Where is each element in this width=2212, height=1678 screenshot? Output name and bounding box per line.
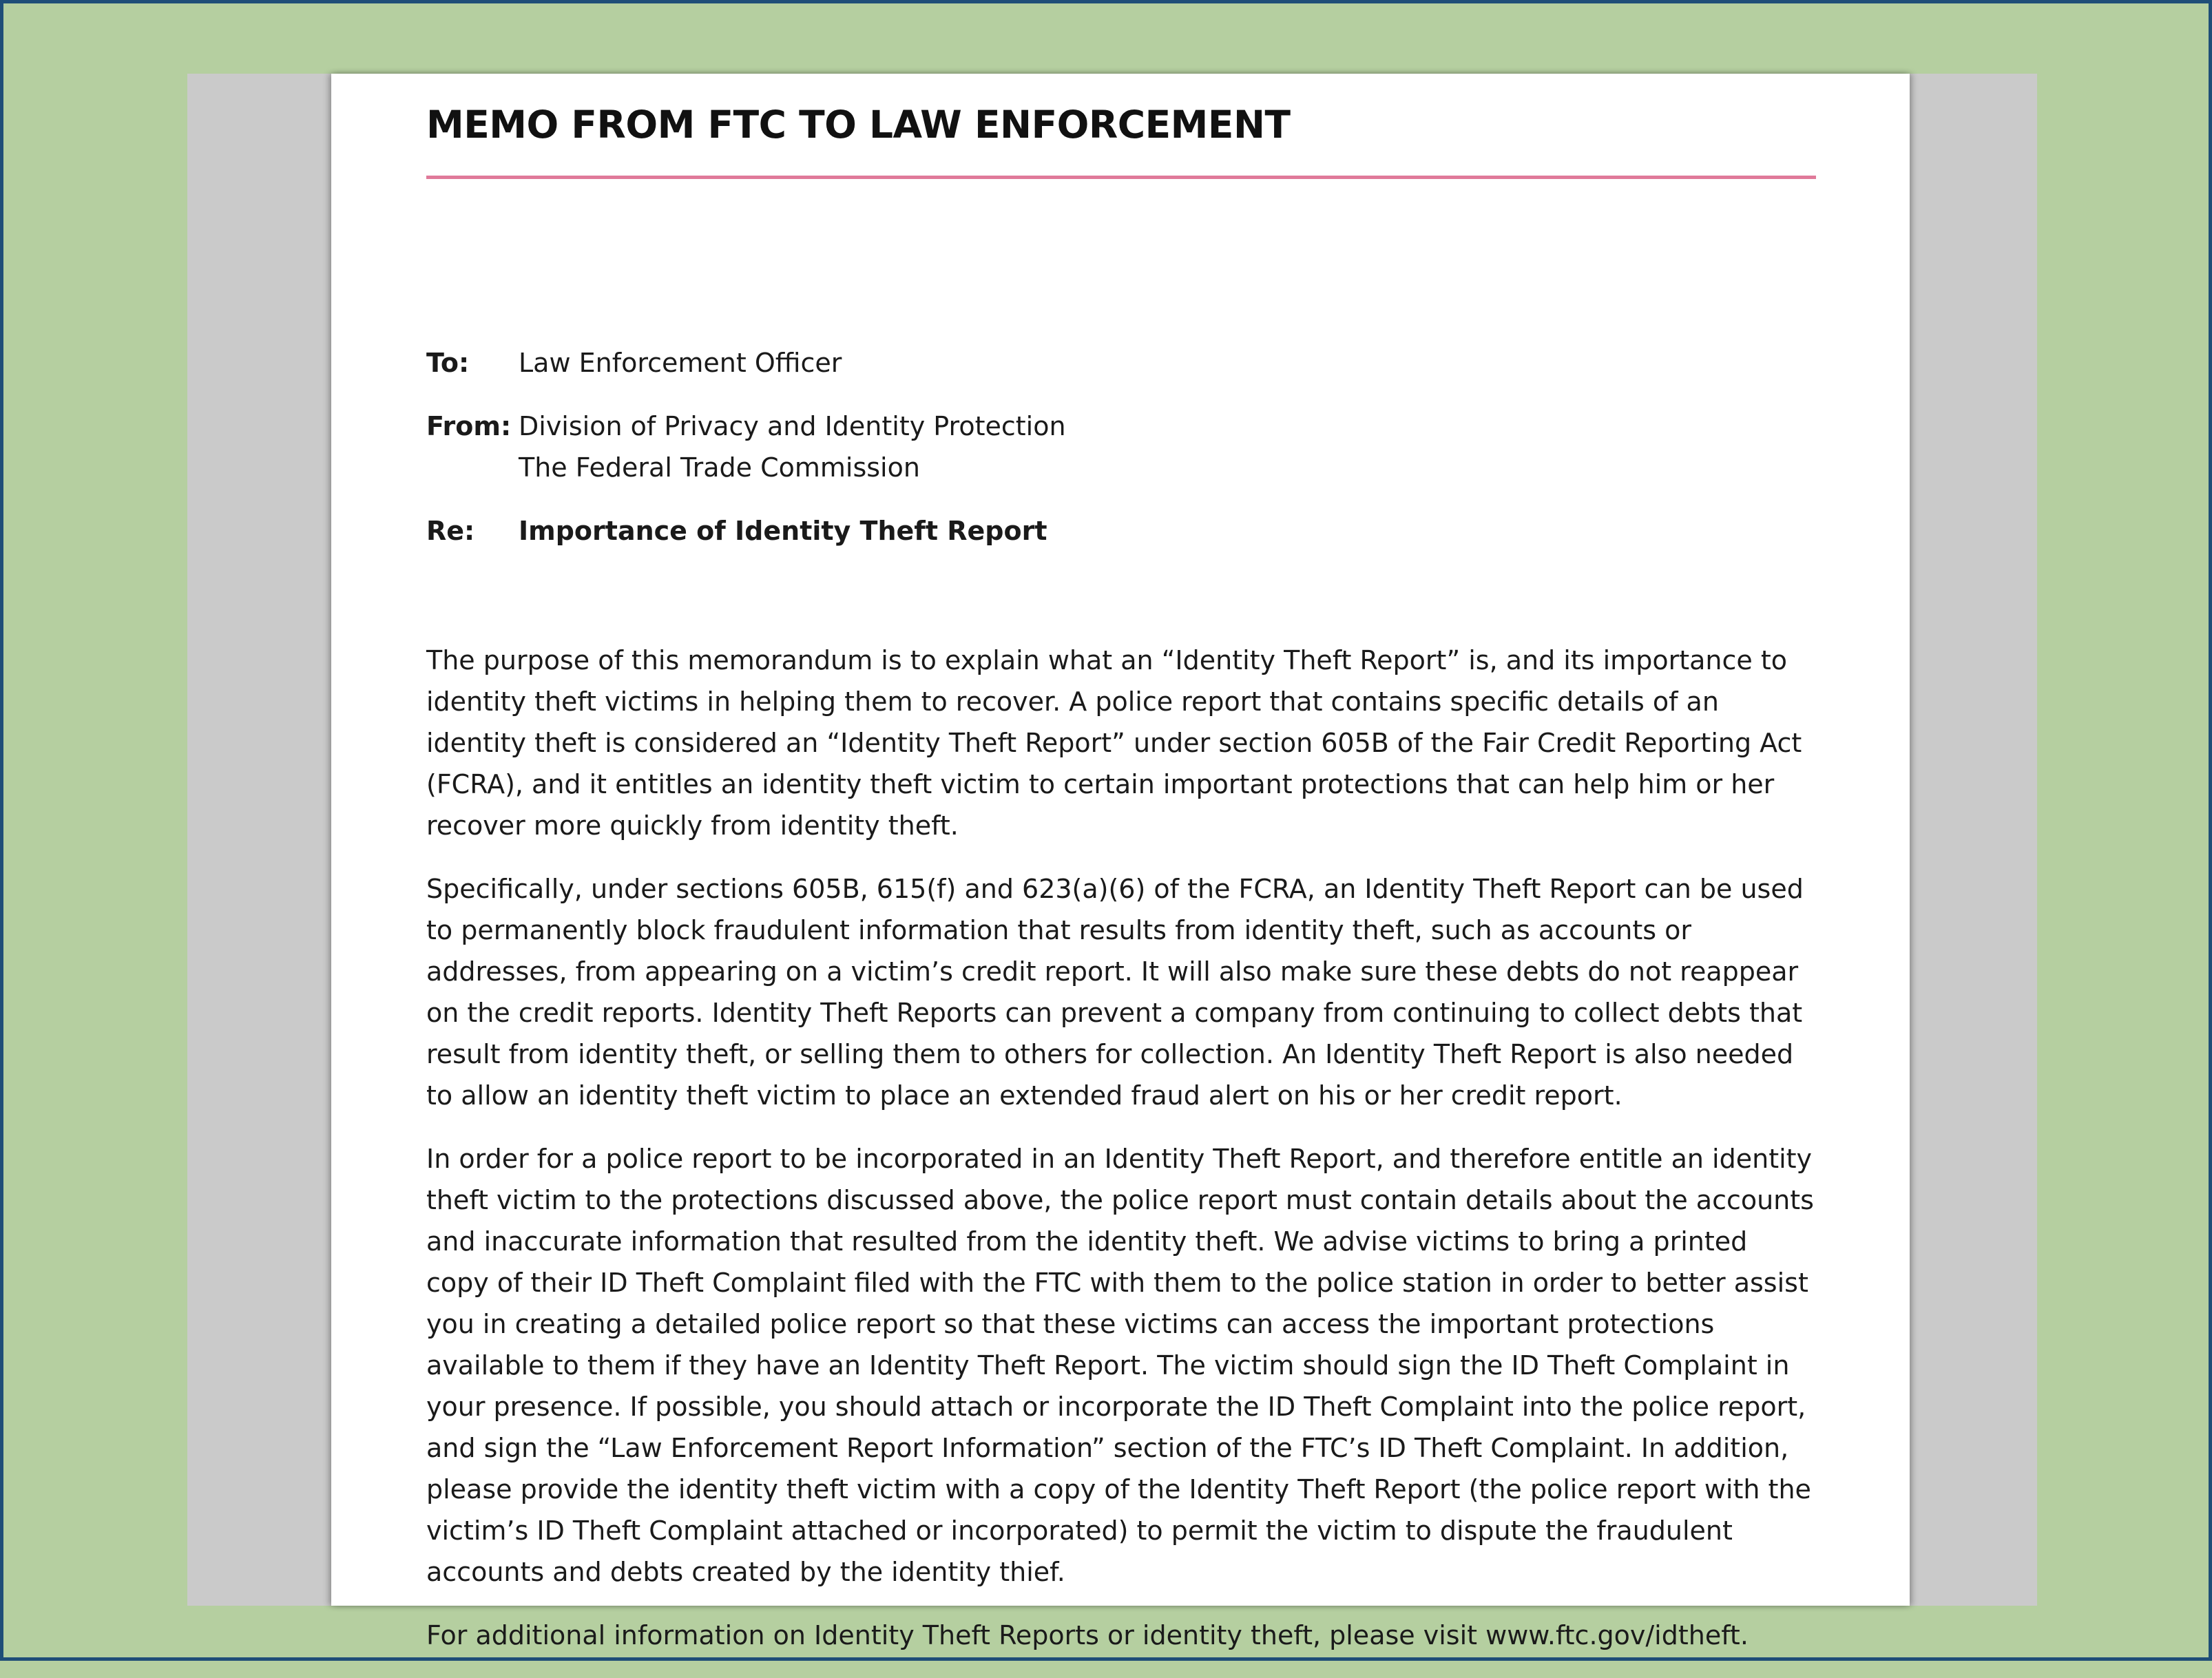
re-label: Re:: [426, 516, 475, 546]
re-value: Importance of Identity Theft Report: [519, 516, 1047, 546]
paragraph-in-order: In order for a police report to be incorporated in an Identity Theft Report, and therefore entitle an identity theft victim to the protections discussed above, the police report must contain details about the accounts and inaccurate information that resulted from the identity theft. We advise victims to bring a printed copy of their ID Theft Complaint filed with the FTC with them to the police station in order to better assist you in creating a detailed police report so that these victims can access the important protections available to them if they have an Identity Theft Report. The victim should sign the ID Theft Complaint in your presence. If possible, you should attach or incorporate the ID Theft Complaint into the police report, and sign the “Law Enforcement Report Information” section of the FTC’s ID Theft Complaint. In addition, please provide the identity theft victim with a copy of the Identity Theft Report (the police report with the victim’s ID Theft Complaint attached or incorporated) to permit the victim to dispute the fraudulent accounts and debts created by the identity thief.: [426, 1144, 1814, 1587]
document-page: [331, 74, 1910, 1650]
to-value: Law Enforcement Officer: [519, 348, 842, 378]
from-label: From:: [426, 411, 512, 441]
title-divider: [426, 176, 1816, 179]
paragraph-purpose: The purpose of this memorandum is to explain what an “Identity Theft Report” is, and its importance to identity theft victims in helping them to recover. A police report that contains specific details of an identity theft is considered an “Identity Theft Report” under section 605B of the Fair Credit Reporting Act (FCRA), and it entitles an identity theft victim to certain important protections that can help him or her recover more quickly from identity theft.: [426, 645, 1802, 841]
memo-title: MEMO FROM FTC TO LAW ENFORCEMENT: [426, 103, 1291, 147]
from-line-1: Division of Privacy and Identity Protection: [519, 411, 1066, 441]
document-viewer[interactable]: [187, 74, 2037, 1650]
paragraph-specifically: Specifically, under sections 605B, 615(f) and 623(a)(6) of the FCRA, an Identity Theft Report can be used to permanently block fraudulent information that results from identity theft, such as accounts or addresses, from appearing on a victim’s credit report. It will also make sure these debts do not reappear on the credit reports. Identity Theft Reports can prevent a company from continuing to collect debts that result from identity theft, or selling them to others for collection. An Identity Theft Report is also needed to allow an identity theft victim to place an extended fraud alert on his or her credit report.: [426, 874, 1804, 1111]
from-value: [519, 406, 1066, 488]
memo-header: [426, 342, 1816, 552]
from-row: [426, 406, 1816, 488]
re-row: [426, 510, 1816, 552]
paragraph-additional-info: For additional information on Identity Theft Reports or identity theft, please visit www.ftc.gov/idtheft.: [426, 1620, 1749, 1650]
from-line-2: The Federal Trade Commission: [519, 452, 920, 483]
to-label: To:: [426, 348, 470, 378]
memo-body: [426, 640, 1816, 1678]
to-row: [426, 342, 1816, 384]
